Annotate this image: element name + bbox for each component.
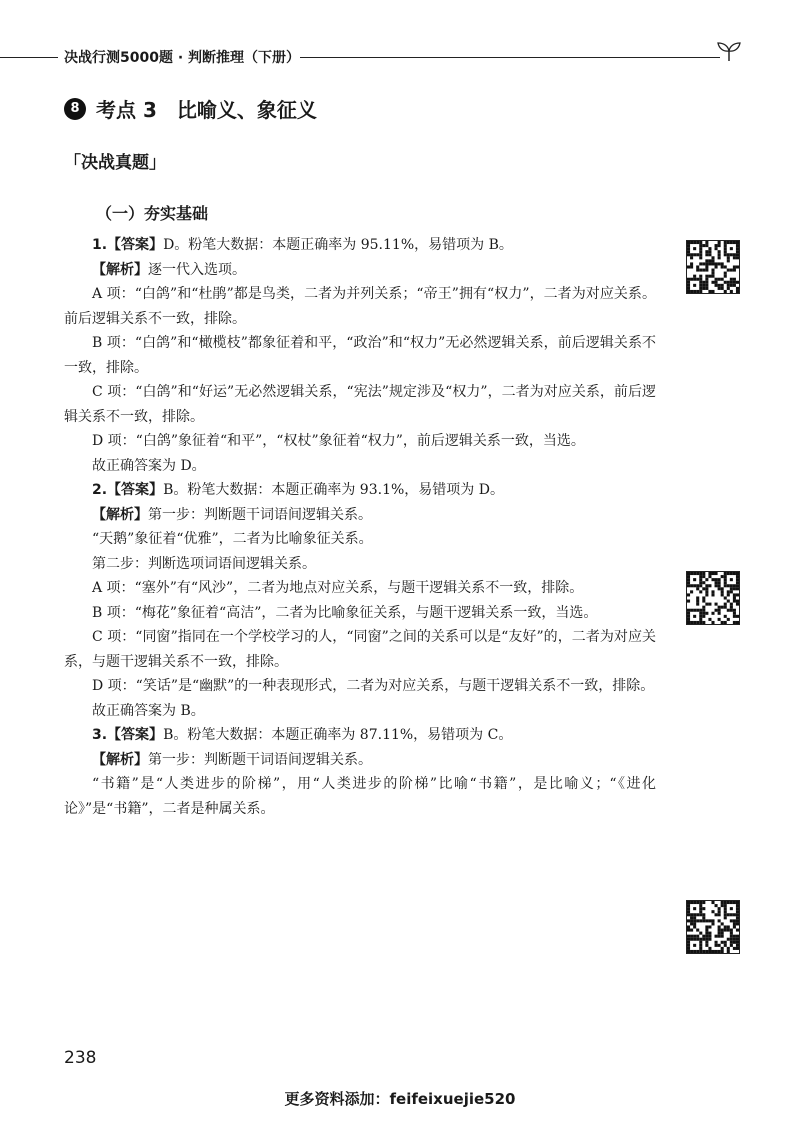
- q2-analysis: 【解析】第一步：判断题干词语间逻辑关系。: [92, 506, 372, 523]
- qr-code-icon: [686, 900, 740, 954]
- q1-option-d: D 项：“白鸽”象征着“和平”，“权杖”象征着“权力”，前后逻辑关系一致，当选。: [92, 433, 585, 449]
- qr-code-icon: [686, 240, 740, 294]
- subsubtitle: （一）夯实基础: [96, 204, 209, 223]
- content-body: [64, 233, 656, 821]
- page-number: 238: [64, 1048, 97, 1068]
- q1-answer: 1.【答案】D。粉笔大数据：本题正确率为 95.11%，易错项为 B。: [92, 237, 513, 253]
- q1-option-a: A 项：“白鸽”和“杜鹃”都是鸟类，二者为并列关系；“帝王”拥有“权力”，二者为对应关系。前后逻辑关系不一致，排除。: [64, 286, 656, 327]
- q2-option-d: D 项：“笑话”是“幽默”的一种表现形式，二者为对应关系，与题干逻辑关系不一致，排除。: [92, 678, 655, 694]
- q3-analysis: 【解析】第一步：判断题干词语间逻辑关系。: [92, 751, 372, 768]
- q2-conclusion: 故正确答案为 B。: [92, 702, 205, 719]
- sprout-icon: [716, 40, 742, 62]
- running-header: [0, 42, 800, 72]
- q2-option-b: B 项：“梅花”象征着“高洁”，二者为比喻象征关系，与题干逻辑关系一致，当选。: [92, 604, 598, 621]
- q1-analysis: 【解析】逐一代入选项。: [92, 261, 246, 278]
- header-title: 决战行测5000题 · 判断推理（下册）: [64, 50, 301, 66]
- q2-line3: 第二步：判断选项词语间逻辑关系。: [92, 555, 316, 572]
- qr-code-icon: [686, 571, 740, 625]
- q2-line2: “天鹅”象征着“优雅”，二者为比喻象征关系。: [92, 531, 373, 547]
- q2-answer: 2.【答案】B。粉笔大数据：本题正确率为 93.1%，易错项为 D。: [92, 482, 504, 498]
- q1-conclusion: 故正确答案为 D。: [92, 457, 206, 474]
- subtitle: 「决战真题」: [64, 153, 166, 173]
- section-title-text: 考点 3 比喻义、象征义: [96, 98, 317, 122]
- section-title: [64, 94, 317, 123]
- q3-line2: “书籍”是“人类进步的阶梯”，用“人类进步的阶梯”比喻“书籍”，是比喻义；“《进化论》”是“书籍”，二者是种属关系。: [64, 776, 656, 817]
- q3-answer: 3.【答案】B。粉笔大数据：本题正确率为 87.11%，易错项为 C。: [92, 727, 513, 743]
- q2-option-c: C 项：“同窗”指同在一个学校学习的人，“同窗”之间的关系可以是“友好”的，二者为对应关系，与题干逻辑关系不一致，排除。: [64, 629, 656, 670]
- header-rule-right: [300, 57, 720, 58]
- q1-option-b: B 项：“白鸽”和“橄榄枝”都象征着和平，“政治”和“权力”无必然逻辑关系，前后逻辑关系不一致，排除。: [64, 335, 656, 376]
- section-badge-icon: 8: [64, 98, 86, 120]
- q2-option-a: A 项：“塞外”有“风沙”，二者为地点对应关系，与题干逻辑关系不一致，排除。: [92, 580, 584, 596]
- q1-option-c: C 项：“白鸽”和“好运”无必然逻辑关系，“宪法”规定涉及“权力”，二者为对应关系，前后逻辑关系不一致，排除。: [64, 384, 656, 425]
- header-rule-left: [0, 57, 58, 58]
- footer-note: 更多资料添加：feifeixuejie520: [284, 1090, 516, 1108]
